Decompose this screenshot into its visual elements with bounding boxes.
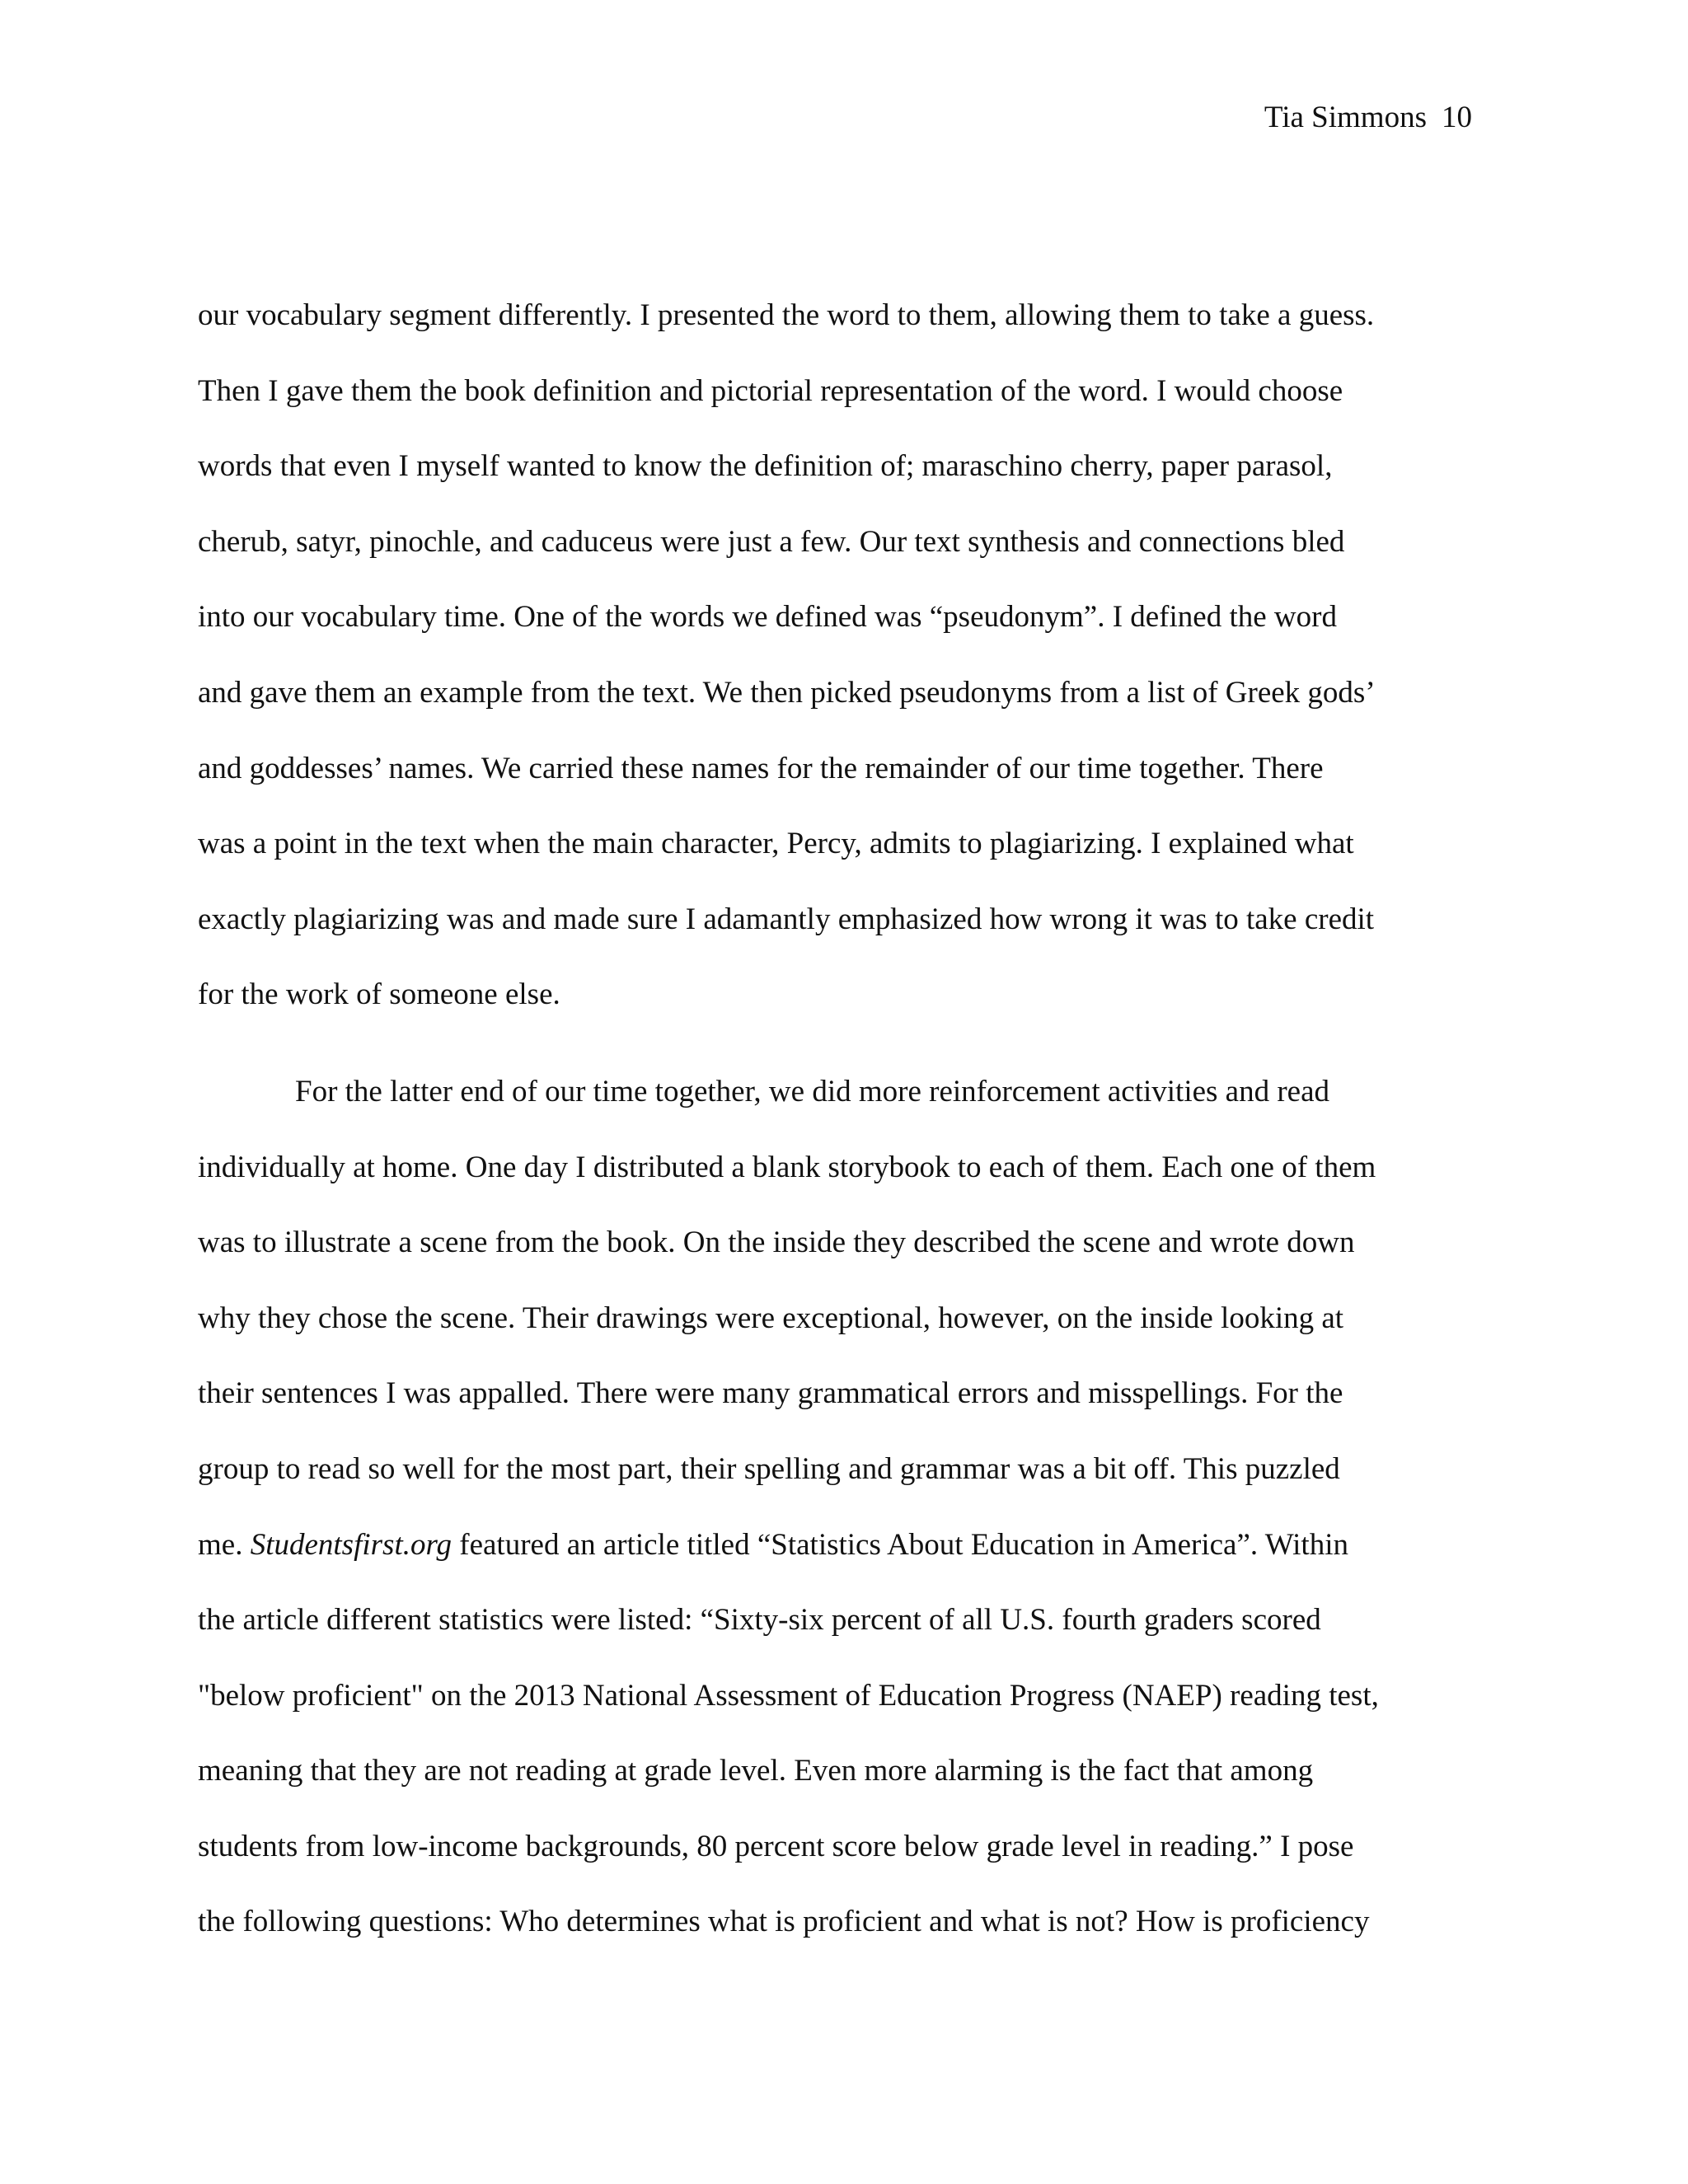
text-line: group to read so well for the most part, their spelling and grammar was a bit off. This puzzled: [198, 1451, 1340, 1486]
body-text: [198, 295, 1500, 1977]
text-line: our vocabulary segment differently. I presented the word to them, allowing them to take a guess.: [198, 298, 1375, 332]
text-line: the following questions: Who determines what is proficient and what is not? How is proficiency: [198, 1905, 1370, 1939]
text-line: and gave them an example from the text. We then picked pseudonyms from a list of Greek gods’: [198, 675, 1376, 710]
text-line: the article different statistics were listed: “Sixty-six percent of all U.S. fourth graders scored: [198, 1603, 1321, 1638]
line-prefix: me.: [198, 1527, 251, 1562]
text-line-with-citation: [198, 1525, 1500, 1601]
text-line: was to illustrate a scene from the book. On the inside they described the scene and wrote down: [198, 1226, 1355, 1260]
text-line: was a point in the text when the main character, Percy, admits to plagiarizing. I explained what: [198, 827, 1354, 861]
text-line: their sentences I was appalled. There were many grammatical errors and misspellings. For the: [198, 1376, 1343, 1411]
text-line: for the work of someone else.: [198, 977, 560, 1012]
text-line: why they chose the scene. Their drawings were exceptional, however, on the inside looking at: [198, 1301, 1344, 1335]
paragraph-1: [198, 295, 1500, 1050]
text-line: students from low-income backgrounds, 80 percent score below grade level in reading.” I pose: [198, 1829, 1354, 1863]
text-line: meaning that they are not reading at grade level. Even more alarming is the fact that among: [198, 1754, 1314, 1788]
text-line: exactly plagiarizing was and made sure I adamantly emphasized how wrong it was to take credit: [198, 902, 1375, 936]
paragraph-2: [198, 1071, 1500, 1977]
author-name: Tia Simmons: [1264, 101, 1427, 134]
running-header: [1264, 97, 1472, 138]
page-number: 10: [1442, 101, 1472, 134]
website-title: Studentsfirst.org: [250, 1527, 452, 1562]
paragraph-gap: [198, 1050, 1500, 1071]
text-line: individually at home. One day I distributed a blank storybook to each of them. Each one of them: [198, 1150, 1376, 1184]
text-line: Then I gave them the book definition and pictorial representation of the word. I would choose: [198, 373, 1343, 408]
text-line: and goddesses’ names. We carried these names for the remainder of our time together. There: [198, 751, 1324, 785]
line-suffix: featured an article titled “Statistics About Education in America”. Within: [452, 1527, 1348, 1562]
text-line: into our vocabulary time. One of the words we defined was “pseudonym”. I defined the word: [198, 600, 1337, 635]
text-line: "below proficient" on the 2013 National Assessment of Education Progress (NAEP) reading test,: [198, 1678, 1379, 1713]
text-line: words that even I myself wanted to know the definition of; maraschino cherry, paper parasol,: [198, 449, 1333, 484]
text-line-indented: For the latter end of our time together, we did more reinforcement activities and read: [295, 1074, 1330, 1108]
text-line: cherub, satyr, pinochle, and caduceus were just a few. Our text synthesis and connections bled: [198, 524, 1345, 559]
